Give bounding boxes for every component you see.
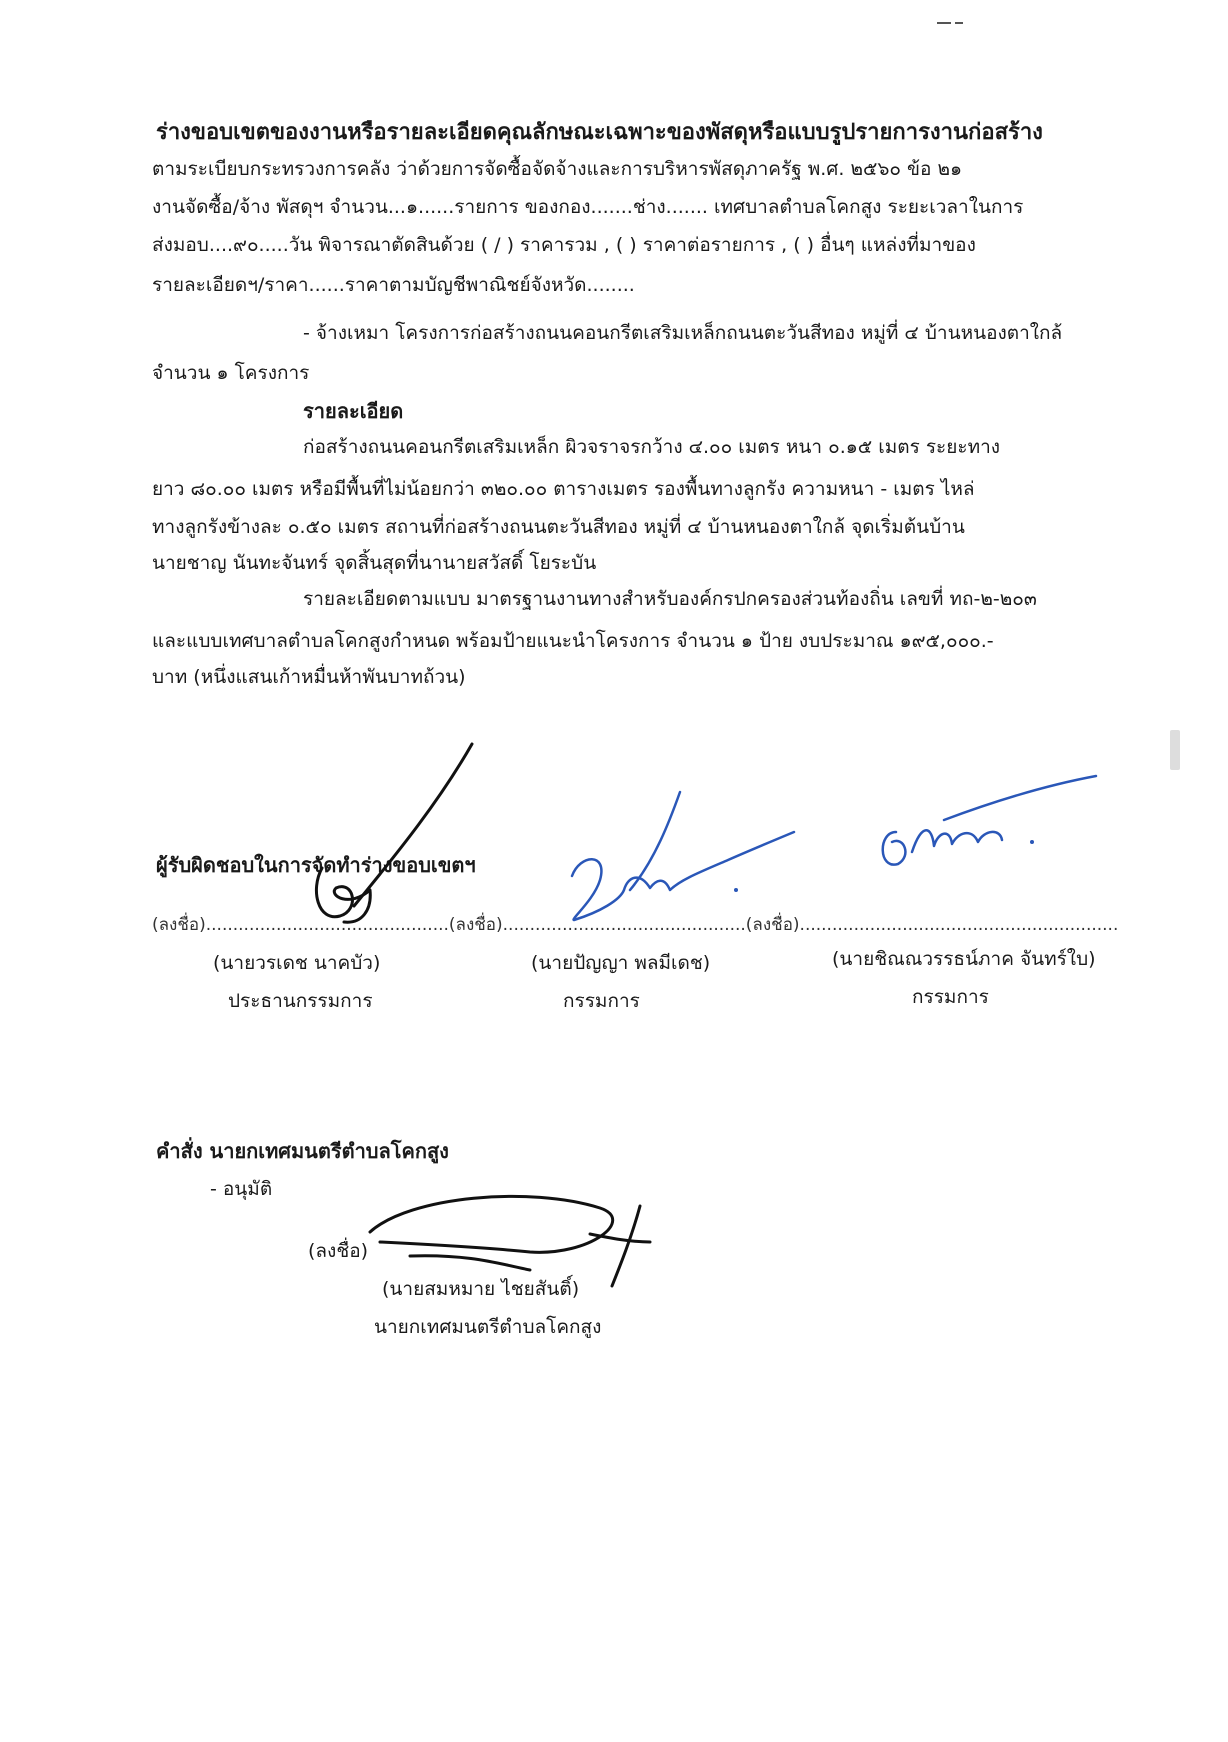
signer-3-name: (นายชิณณวรรธน์ภาค จันทร์ใบ): [832, 948, 1096, 970]
signer-1-role: ประธานกรรมการ: [228, 990, 373, 1012]
standard-line-1: รายละเอียดตามแบบ มาตรฐานงานทางสำหรับองค์กรปกครองส่วนท้องถิ่น เลขที่ ทถ-๒-๒๐๓: [303, 588, 1037, 610]
signature-member-1: [560, 780, 800, 940]
details-line-3: ทางลูกรังข้างละ ๐.๕๐ เมตร สถานที่ก่อสร้างถนนตะวันสีทอง หมู่ที่ ๔ บ้านหนองตาใกล้ จุดเริ่มต้นบ้าน: [152, 516, 965, 538]
project-line-2: จำนวน ๑ โครงการ: [152, 362, 310, 384]
header-line-2: งานจัดซื้อ/จ้าง พัสดุฯ จำนวน...๑......รายการ ของกอง.......ช่าง....... เทศบาลตำบลโคกสูง ระยะเวลาในการ: [152, 196, 1024, 218]
document-title: ร่างขอบเขตของงานหรือรายละเอียดคุณลักษณะเฉพาะของพัสดุหรือแบบรูปรายการงานก่อสร้าง: [156, 120, 1043, 145]
header-line-1: ตามระเบียบกระทรวงการคลัง ว่าด้วยการจัดซื้อจัดจ้างและการบริหารพัสดุภาครัฐ พ.ศ. ๒๕๖๐ ข้อ ๒๑: [152, 158, 963, 180]
details-line-1: ก่อสร้างถนนคอนกรีตเสริมเหล็ก ผิวจราจรกว้าง ๔.๐๐ เมตร หนา ๐.๑๕ เมตร ระยะทาง: [303, 436, 1001, 458]
header-line-4: รายละเอียดฯ/ราคา......ราคาตามบัญชีพาณิชย์จังหวัด........: [152, 274, 635, 296]
standard-line-3: บาท (หนึ่งแสนเก้าหมื่นห้าพันบาทถ้วน): [152, 666, 466, 688]
signer-3-role: กรรมการ: [912, 986, 989, 1008]
mayor-sign-label: (ลงชื่อ): [308, 1240, 369, 1262]
signature-chairman: [310, 740, 510, 940]
order-heading: คำสั่ง นายกเทศมนตรีตำบลโคกสูง: [156, 1139, 449, 1163]
scan-mark: [955, 22, 963, 24]
signature-line: (ลงชื่อ).............................................(ลงชื่อ).............................................(ลงชื่อ)...........................................................: [152, 915, 1119, 935]
details-line-4: นายชาญ นันทะจันทร์ จุดสิ้นสุดที่นานายสวัสดิ์ โยระบัน: [152, 552, 597, 574]
signer-1-name: (นายวรเดช นาคบัว): [213, 952, 381, 974]
mayor-name: (นายสมหมาย ไชยสันติ์): [382, 1278, 580, 1300]
signer-2-role: กรรมการ: [563, 990, 640, 1012]
details-line-2: ยาว ๘๐.๐๐ เมตร หรือมีพื้นที่ไม่น้อยกว่า ๓๒๐.๐๐ ตารางเมตร รองพื้นทางลูกรัง ความหนา - เมตร ไหล่: [152, 478, 975, 500]
details-heading: รายละเอียด: [303, 399, 404, 423]
standard-line-2: และแบบเทศบาลตำบลโคกสูงกำหนด พร้อมป้ายแนะนำโครงการ จำนวน ๑ ป้าย งบประมาณ ๑๙๕,๐๐๐.-: [152, 630, 994, 652]
header-line-3: ส่งมอบ....๙๐.....วัน พิจารณาตัดสินด้วย ( / ) ราคารวม , ( ) ราคาต่อรายการ , ( ) อื่นๆ แหล่งที่มาของ: [152, 234, 976, 256]
signature-member-2: [872, 772, 1112, 912]
signer-2-name: (นายปัญญา พลมีเดช): [531, 952, 711, 974]
project-line-1: - จ้างเหมา โครงการก่อสร้างถนนคอนกรีตเสริมเหล็กถนนตะวันสีทอง หมู่ที่ ๔ บ้านหนองตาใกล้: [303, 322, 1063, 344]
committee-heading: ผู้รับผิดชอบในการจัดทำร่างขอบเขตฯ: [156, 853, 476, 877]
scan-speck: [1170, 730, 1180, 770]
mayor-role: นายกเทศมนตรีตำบลโคกสูง: [374, 1316, 602, 1338]
signature-mayor: [350, 1186, 670, 1296]
scan-mark: [937, 22, 951, 24]
approval-text: - อนุมัติ: [210, 1178, 273, 1200]
